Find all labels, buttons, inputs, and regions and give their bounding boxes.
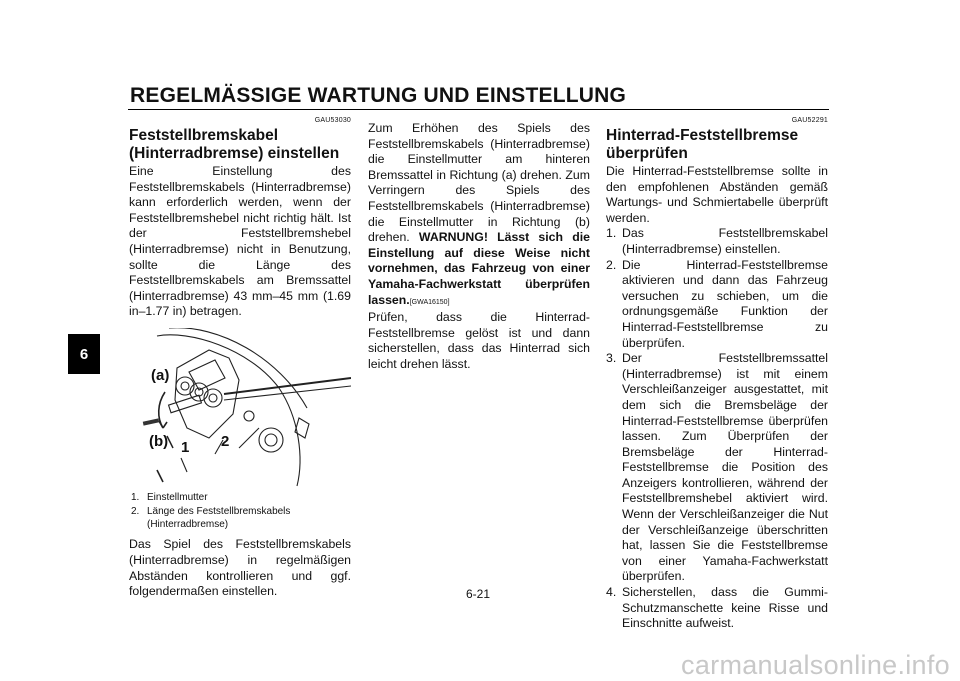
section-title: Hinterrad-Feststellbremse überprüfen	[606, 127, 799, 162]
warning-text: WARNUNG! Lässt sich die Einstellung auf diese Weise nicht vornehmen, das Fahrzeug von einer Yamaha-Fachwerkstatt überprüfen lassen.	[368, 230, 590, 307]
callout-2-label: 2	[221, 432, 230, 450]
adjustment-paragraph: Das Spiel des Feststellbremskabels (Hinterradbremse) in regelmäßigen Abständen kontrollieren und ggf. folgendermaßen einstellen.	[129, 537, 351, 599]
list-item: 4. Sicherstellen, dass die Gummi-Schutzmanschette keine Risse und Einschnitte aufweist.	[606, 585, 828, 631]
column-1	[129, 116, 351, 600]
section-code: GAU52291	[791, 117, 828, 124]
caption-item: 2. Länge des Feststellbremskabels (Hinterradbremse)	[131, 506, 291, 530]
section-intro: Eine Einstellung des Feststellbremskabels (Hinterradbremse) kann erforderlich werden, wenn der Feststellbremshebel nicht richtig hält. Ist der Feststellbremshebel (Hinterradbremse) nicht in Benutzung, sollte die Länge des Feststellbremskabels am Bremssattel (Hinterradbremse) 43 mm–45 mm (1.69 in–1.77 in) betragen.	[129, 164, 351, 319]
header-rule	[128, 109, 829, 110]
direction-a-label: (a)	[151, 366, 170, 384]
section-intro: Die Hinterrad-Feststellbremse sollte in den empfohlenen Abständen gemäß Wartungs- und Schmiertabelle überprüft werden.	[606, 164, 828, 225]
adjustment-instructions: Zum Erhöhen des Spiels des Feststellbremskabels (Hinterradbremse) die Einstellmutter am hinteren Bremssattel in Richtung (a) drehen. Zum Verringern des Spiels des Feststellbremskabels (Hinterradbremse) die Einstellmutter in Richtung (b) drehen. WARNUNG! Lässt sich die Einstellung auf diese Weise nicht vornehmen, das Fahrzeug von einer Yamaha-Fachwerkstatt überprüfen lassen.[GWA16150]	[368, 121, 590, 307]
section-code: GAU53030	[314, 117, 351, 124]
figure-captions	[129, 492, 351, 532]
caption-item: 1. Einstellmutter	[131, 491, 208, 503]
chapter-tab[interactable]: 6	[68, 334, 100, 374]
direction-b-label: (b)	[149, 432, 169, 450]
warning-code: [GWA16150]	[409, 298, 450, 306]
check-paragraph: Prüfen, dass die Hinterrad-Feststellbremse gelöst ist und dann sicherstellen, dass das Hinterrad sich leicht drehen lässt.	[368, 310, 590, 371]
callout-1-label: 1	[181, 438, 190, 456]
check-steps	[606, 226, 828, 631]
list-item: 2. Die Hinterrad-Feststellbremse aktivieren und dann das Fahrzeug versuchen zu schieben, um die ordnungsgemäße Funktion der Hinterrad-Feststellbremse zu überprüfen.	[606, 257, 828, 350]
column-3	[606, 116, 828, 632]
watermark: carmanualsonline.info	[681, 650, 950, 680]
brake-caliper-illustration	[129, 328, 351, 488]
page-title: REGELMÄSSIGE WARTUNG UND EINSTELLUNG	[130, 84, 627, 107]
list-item: 1. Das Feststellbremskabel (Hinterradbremse) einstellen.	[606, 226, 828, 256]
section-title: Feststellbremskabel (Hinterradbremse) einstellen	[129, 127, 340, 162]
list-item: 3. Der Feststellbremssattel (Hinterradbremse) ist mit einem Verschleißanzeiger ausgestattet, mit dem sich die Bremsbeläge der Hinterrad-Feststellbremse überprüfen lassen. Zum Überprüfen der Bremsbeläge der Hinterrad-Feststellbremse die Position des Anzeigers kontrollieren, während der Feststellbremshebel aktiviert wird. Wenn der Verschleißanzeiger die Nut der Verschleißanzeige überschritten hat, lassen Sie die Feststellbremse von einer Yamaha-Fachwerkstatt überprüfen.	[606, 351, 828, 584]
page-number: 6-21	[466, 587, 491, 601]
column-2	[368, 121, 590, 373]
brake-caliper-figure	[129, 328, 351, 488]
